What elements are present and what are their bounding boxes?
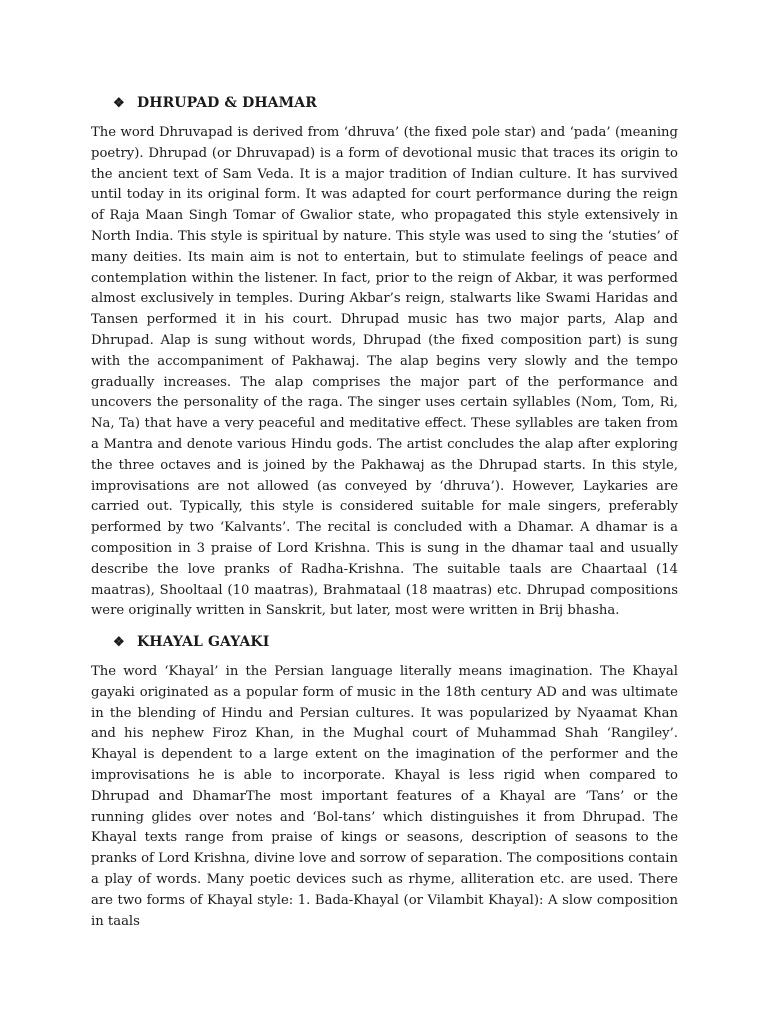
section-paragraph-dhrupad: The word Dhruvapad is derived from ‘dhruva’ (the fixed pole star) and ‘pada’ (meaning poetry). Dhrupad (or Dhruvapad) is a form of devotional music that traces its origin to the ancient text of Sam Veda. It is a major tradition of Indian culture. It has survived until today in its original form. It was adapted for court performance during the reign of Raja Maan Singh Tomar of Gwalior state, who propagated this style extensively in North India. This style is spiritual by nature. This style was used to sing the ‘stuties’ of many deities. Its main aim is not to entertain, but to stimulate feelings of peace and contemplation within the listener. In fact, prior to the reign of Akbar, it was performed almost exclusively in temples. During Akbar’s reign, stalwarts like Swami Haridas and Tansen performed it in his court. Dhrupad music has two major parts, Alap and Dhrupad. Alap is sung without words, Dhrupad (the fixed composition part) is sung with the accompaniment of Pakhawaj. The alap begins very slowly and the tempo gradually increases. The alap comprises the major part of the performance and uncovers the personality of the raga. The singer uses certain syllables (Nom, Tom, Ri, Na, Ta) that have a very peaceful and meditative effect. These syllables are taken from a Mantra and denote various Hindu gods. The artist concludes the alap after exploring the three octaves and is joined by the Pakhawaj as the Dhrupad starts. In this style, improvisations are not allowed (as conveyed by ‘dhruva’). However, Laykaries are carried out. Typically, this style is considered suitable for male singers, preferably performed by two ‘Kalvants’. The recital is concluded with a Dhamar. A dhamar is a composition in 3 praise of Lord Krishna. This is sung in the dhamar taal and usually describe the love pranks of Radha-Krishna. The suitable taals are Chaartaal (14 maatras), Shooltaal (10 maatras), Brahmataal (18 maatras) etc. Dhrupad compositions were originally written in Sanskrit, but later, most were written in Brij bhasha. — [91, 125, 678, 619]
diamond-bullet-icon: ❖ — [113, 634, 125, 650]
section-heading-text: KHAYAL GAYAKI — [137, 634, 270, 650]
diamond-bullet-icon: ❖ — [113, 95, 125, 111]
section-heading-text: DHRUPAD & DHAMAR — [137, 95, 317, 111]
section-heading-khayal — [91, 631, 269, 653]
section-paragraph-khayal: The word ‘Khayal’ in the Persian language literally means imagination. The Khayal gayaki originated as a popular form of music in the 18th century AD and was ultimate in the blending of Hindu and Persian cultures. It was popularized by Nyaamat Khan and his nephew Firoz Khan, in the Mughal court of Muhammad Shah ‘Rangiley’. Khayal is dependent to a large extent on the imagination of the performer and the improvisations he is able to incorporate. Khayal is less rigid when compared to Dhrupad and DhamarThe most important features of a Khayal are ‘Tans’ or the running glides over notes and ‘Bol-tans’ which distinguishes it from Dhrupad. The Khayal texts range from praise of kings or seasons, description of seasons to the pranks of Lord Krishna, divine love and sorrow of separation. The compositions contain a play of words. Many poetic devices such as rhyme, alliteration etc. are used. There are two forms of Khayal style: 1. Bada-Khayal (or Vilambit Khayal): A slow composition in taals — [91, 664, 678, 929]
section-heading-dhrupad — [91, 92, 317, 114]
